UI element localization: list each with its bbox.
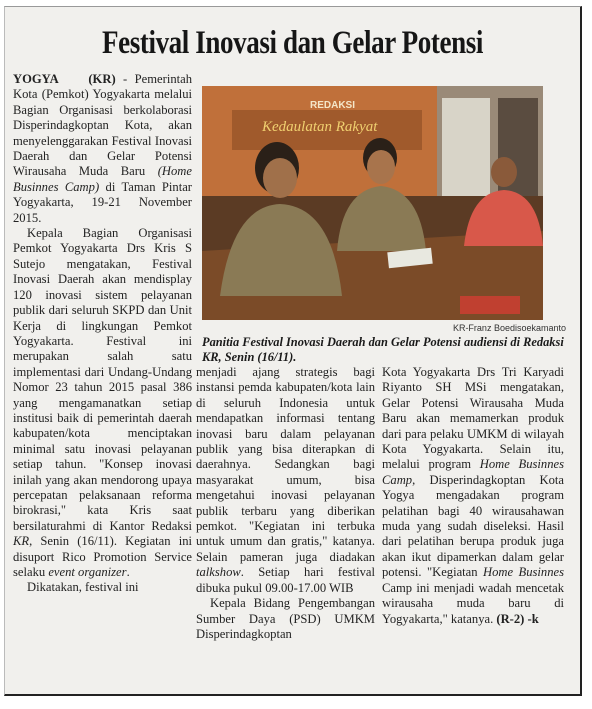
author-signature: (R-2) -k [496,611,539,626]
news-photo-illustration [202,86,543,320]
article-column-1 [13,72,192,596]
article-column-2 [196,365,375,642]
col1-paragraph-2 [13,226,192,580]
col3-p1-end-2: Camp ini menjadi wadah mencetak wirausaha muda baru di Yogyakarta," katanya. [382,580,564,626]
wall-sign-title: REDAKSI [310,100,356,111]
col3-p1-text: Kota Yogyakarta Drs Tri Karyadi Riyanto SH MSi mengatakan, Gelar Potensi Wirausaha Muda Baru akan memamerkan produk dari para pelaku UMKM di wilayah Kota Yogyakarta. Selain itu, melalui program [382,365,564,472]
col1-p1-end: di Taman Pintar Yogyakarta, 19-21 November 2015. [13,179,193,225]
photo-credit: KR-Franz Boedisoekamanto [452,323,566,333]
col1-p1-text: Pemerintah Kota (Pemkot) Yogyakarta melalui Bagian Organisasi berkolaborasi Disperindagkoptan Kota, akan menyelenggarakan Festival Inovasi Daerah dan Gelar Potensi Wirausaha Muda Baru [13,72,193,179]
col2-p2-text: Kepala Bidang Pengembangan Sumber Daya (PSD) UMKM Disperindagkoptan [196,596,375,641]
col2-p1-text: menjadi ajang strategis bagi instansi pemda kabupaten/kota lain di seluruh Indonesia untuk mendapatkan informasi tentang inovasi baru dalam pelayanan publik yang bisa diterapkan di daerahnya. Sedangkan bagi masyarakat umum, bisa mengetahui inovasi pelayanan publik terbaru yang diberikan pemkot. "Kegiatan ini terbuka untuk umum dan gratis," katanya. Selain pameran juga diadakan [196,365,375,564]
col1-p1-italic: (Home Businnes Camp) [13,164,192,194]
dateline-source: (KR) [88,72,116,86]
col2-paragraph-1 [196,365,375,596]
dateline-dash: - [115,72,135,86]
photo-caption: Panitia Festival Inovasi Daerah dan Gelar Potensi audiensi di Redaksi KR, Senin (16/11). [202,335,564,364]
col3-paragraph-1 [382,365,564,627]
col1-p2-text: Kepala Bagian Organisasi Pemkot Yogyakarta Drs Kris S Sutejo mengatakan, Festival Inovasi Daerah akan mendisplay 120 inovasi sistem pelayanan publik dari seluruh SKPD dan Unit Kerja di lingkungan Pemkot Yogyakarta. Festival ini merupakan salah satu implementasi dari Undang-Undang Nomor 23 tahun 2015 pasal 386 yang mengamanatkan setiap institusi baik di pemerintah daerah kabupaten/kota menciptakan minimal satu inovasi pelayanan setiap tahun. "Konsep inovasi inilah yang akan mendorong upaya percepatan pelaksanaan reforma birokrasi," kata Kris saat bersilaturahmi di Kantor Redaksi [13,226,192,533]
dateline-place: YOGYA [13,72,59,86]
col1-p2-mid: , Senin (16/11). Kegiatan ini disuport Rico Promotion Service selaku [13,534,192,579]
col1-p2-italic: KR [13,534,30,549]
article-column-3 [382,365,564,627]
lead-paragraph [13,72,192,226]
col1-p2-end: . [126,565,130,579]
col1-p2-italic-2: event organizer [48,565,127,579]
wall-sign-script: Kedaulatan Rakyat [262,119,378,135]
news-photo [202,86,543,320]
col2-p1-end: . Setiap hari festival dibuka pukul 09.00-17.00 WIB [196,565,375,595]
col1-p3-text: Dikatakan, festival ini [27,580,139,595]
col3-p1-italic-2: Home Businnes [483,565,565,580]
col2-paragraph-2 [196,596,375,642]
col3-p1-italic: Home Businnes Camp [382,457,565,487]
col3-p1-end: , Disperindagkoptan Kota Yogya mengadakan program pelatihan bagi 40 wirausahawan muda yang sudah diseleksi. Hasil dari pelatihan berupa produk juga akan ikut dipamerkan dalam gelar potensi. "Kegiatan [382,472,564,580]
col2-p1-italic: talkshow [196,565,241,580]
col1-paragraph-3 [13,580,192,595]
headline: Festival Inovasi dan Gelar Potensi [102,25,483,61]
